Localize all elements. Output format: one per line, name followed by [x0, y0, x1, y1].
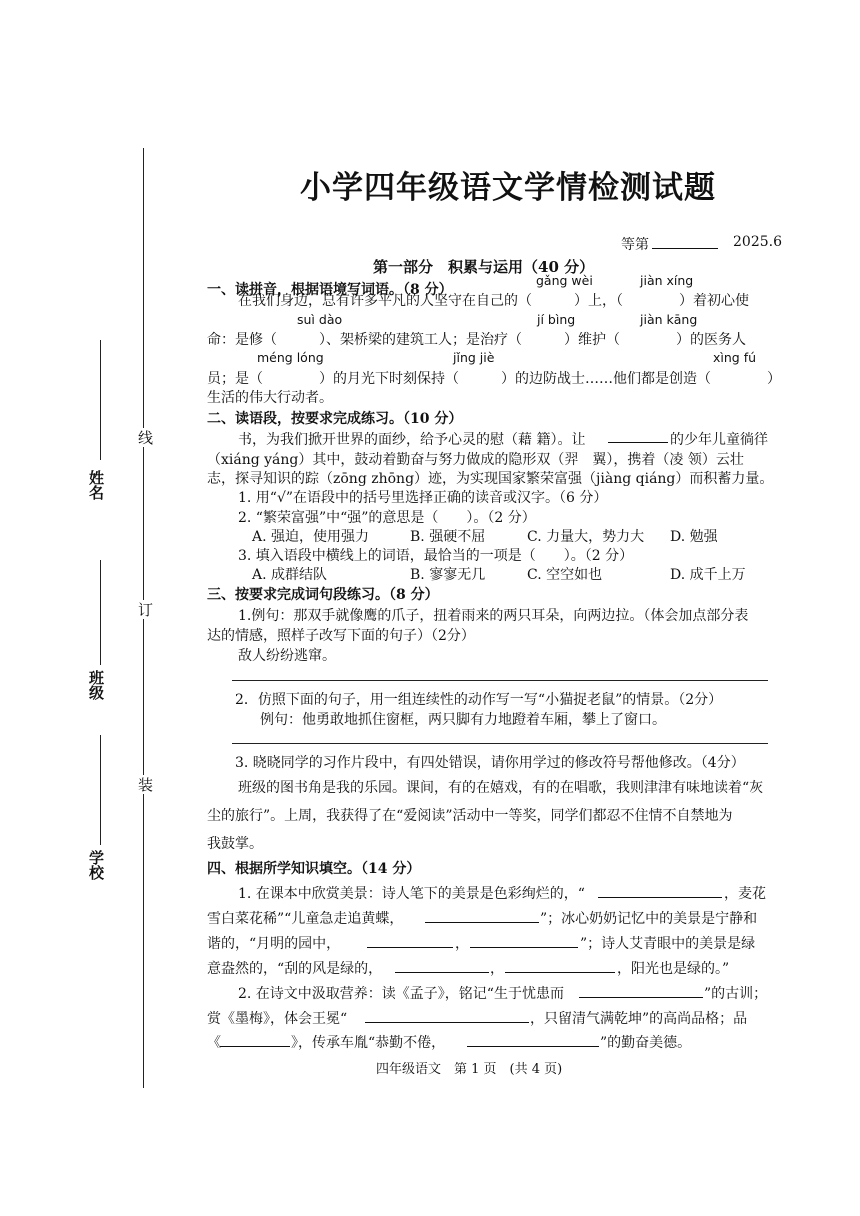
s2-q3-option-c[interactable]: C. 空空如也 [527, 567, 603, 583]
section-two-heading: 二、读语段，按要求完成练习。（10 分） [207, 411, 463, 427]
s4-line7c: ”的勤奋美德。 [600, 1035, 692, 1051]
s4-blank-9[interactable] [220, 1046, 290, 1047]
s1-line2: 命：是修（ ）、架桥梁的建筑工人；是治疗（ ）维护（ ）的医务人 [207, 332, 746, 348]
s4-line5a: 2. 在诗文中汲取营养：读《孟子》，铭记“生于忧患而 [238, 986, 564, 1002]
section-four-heading: 四、根据所学知识填空。（14 分） [207, 861, 421, 877]
name-blank[interactable] [100, 340, 101, 460]
s4-line2a: 雪白菜花稀”“儿童急走追黄蝶， [207, 911, 404, 927]
pinyin-suidao: suì dào [297, 312, 343, 327]
s3-q1-line1: 1.例句：那双手就像鹰的爪子，扭着雨来的两只耳朵，向两边拉。（体会加点部分表 [238, 608, 749, 624]
s2-q3: 3. 填入语段中横线上的词语，最恰当的一项是（ ）。（2 分） [238, 548, 634, 564]
s4-line7a: 《 [207, 1035, 221, 1051]
s4-line6b: ，只留清气满乾坤”的高尚品格；品 [530, 1011, 748, 1027]
pinyin-gangwei: gǎng wèi [536, 273, 593, 288]
s4-line3b: ， [455, 936, 469, 952]
s3-passage-line3: 我鼓掌。 [207, 836, 263, 852]
s3-q2-example: 例句：他勇敢地抓住窗框，两只脚有力地蹬着车厢，攀上了窗口。 [260, 712, 666, 728]
s4-blank-7[interactable] [579, 997, 703, 998]
pinyin-jiankang: jiàn kāng [640, 312, 698, 327]
s3-q1-answer-line[interactable] [232, 680, 768, 681]
s4-blank-5[interactable] [395, 972, 489, 973]
pinyin-xingfu: xìng fú [713, 350, 757, 365]
s4-blank-2[interactable] [425, 922, 539, 923]
school-blank[interactable] [100, 735, 101, 845]
s2-q3-option-d[interactable]: D. 成千上万 [670, 567, 746, 583]
s4-blank-6[interactable] [505, 972, 615, 973]
s4-line2b: ”；冰心奶奶记忆中的美景是宁静和 [540, 911, 758, 927]
s3-passage-line2: 尘的旅行”。上周，我获得了在“爱阅读”活动中一等奖，同学们都忍不住情不自禁地为 [207, 808, 733, 824]
s2-para-line3: 志，探寻知识的踪（zōng zhōng）迹，为实现国家繁荣富强（jiàng qiáng）而积蓄力量。 [207, 471, 774, 487]
school-label: 学校 [87, 850, 105, 880]
s1-line1: 在我们身边，总有许多平凡的人坚守在自己的（ ）上，（ ）着初心使 [238, 293, 749, 309]
grade-blank[interactable] [652, 248, 718, 249]
s1-line3: 员；是（ ）的月光下时刻保持（ ）的边防战士……他们都是创造（ ） [207, 371, 781, 387]
s2-blank[interactable] [608, 442, 668, 443]
s2-q3-option-a[interactable]: A. 成群结队 [252, 567, 328, 583]
s2-q1: 1. 用“√”在语段中的括号里选择正确的读音或汉字。（6 分） [238, 490, 608, 506]
class-label: 班级 [87, 670, 105, 700]
s3-q2-line1: 2．仿照下面的句子，用一组连续性的动作写一写“小猫捉老鼠”的情景。（2分） [235, 692, 723, 708]
s4-blank-3[interactable] [367, 947, 453, 948]
pinyin-jingjie: jǐng jiè [453, 350, 495, 365]
pinyin-jibing: jí bìng [537, 312, 576, 327]
s2-para-line2: （xiáng yáng）其中，鼓动着勤奋与努力做成的隐形双（羿 翼），携着（凌 领）云壮 [207, 452, 744, 468]
s2-q2: 2. “繁荣富强”中“强”的意思是（ ）。（2 分） [238, 510, 536, 526]
s4-blank-8[interactable] [365, 1022, 529, 1023]
section-three-heading: 三、按要求完成词句段练习。（8 分） [207, 587, 439, 603]
s4-line3a: 谐的，“月明的园中， [207, 936, 341, 952]
part-one-heading: 第一部分 积累与运用（40 分） [373, 258, 595, 276]
class-blank[interactable] [100, 560, 101, 665]
binding-mark-zhuang: 装 [136, 777, 154, 792]
s4-line1a: 1. 在课本中欣赏美景：诗人笔下的美景是色彩绚烂的，“ [238, 886, 585, 902]
s2-q2-option-d[interactable]: D. 勉强 [670, 529, 718, 545]
s3-q1-line2: 达的情感，照样子改写下面的句子）（2分） [207, 628, 475, 644]
s4-line4b: ， [490, 961, 504, 977]
s4-line5b: ”的古训； [704, 986, 768, 1002]
s4-line4c: ，阳光也是绿的。” [617, 961, 730, 977]
pinyin-jianxing: jiàn xíng [640, 273, 694, 288]
s2-q3-option-b[interactable]: B. 寥寥无几 [410, 567, 486, 583]
s4-line1b: ，麦花 [724, 886, 766, 902]
s3-passage-line1: 班级的图书角是我的乐园。课间，有的在嬉戏，有的在唱歌，我则津津有味地读着“灰 [238, 780, 764, 796]
page-footer: 四年级语文 第 1 页 (共 4 页) [376, 1062, 563, 1077]
s2-para-line1a: 书，为我们掀开世界的面纱，给予心灵的慰（藉 籍）。让 [238, 432, 586, 448]
s4-line7b: 》，传承车胤“恭勤不倦， [291, 1035, 446, 1051]
grade-label: 等第 [621, 237, 649, 253]
s4-line4a: 意盎然的，“刮的风是绿的， [207, 961, 383, 977]
s3-q1-sentence: 敌人纷纷逃窜。 [238, 648, 336, 664]
binding-mark-xian: 线 [136, 430, 154, 445]
s2-q2-option-a[interactable]: A. 强迫，使用强力 [252, 529, 370, 545]
s4-line6a: 赏《墨梅》，体会王冕“ [207, 1011, 348, 1027]
s4-blank-4[interactable] [470, 947, 578, 948]
section-one-heading: 一、读拼音，根据语境写词语。（8 分） [207, 282, 453, 298]
s1-line4: 生活的伟大行动者。 [207, 390, 333, 406]
s2-para-line1b: 的少年儿童徜徉 [670, 432, 768, 448]
binding-mark-ding: 订 [136, 602, 154, 617]
exam-title: 小学四年级语文学情检测试题 [300, 170, 716, 206]
name-label: 姓名 [87, 470, 105, 500]
s3-q2-answer-line[interactable] [232, 743, 768, 744]
exam-date: 2025.6 [733, 234, 782, 250]
pinyin-menglong: méng lóng [257, 350, 324, 365]
s3-q3: 3. 晓晓同学的习作片段中，有四处错误，请你用学过的修改符号帮他修改。（4分） [235, 755, 745, 771]
s4-blank-1[interactable] [598, 897, 722, 898]
s2-q2-option-b[interactable]: B. 强硬不屈 [410, 529, 486, 545]
s4-blank-10[interactable] [467, 1046, 599, 1047]
s2-q2-option-c[interactable]: C. 力量大，势力大 [527, 529, 645, 545]
s4-line3c: ”；诗人艾青眼中的美景是绿 [580, 936, 756, 952]
